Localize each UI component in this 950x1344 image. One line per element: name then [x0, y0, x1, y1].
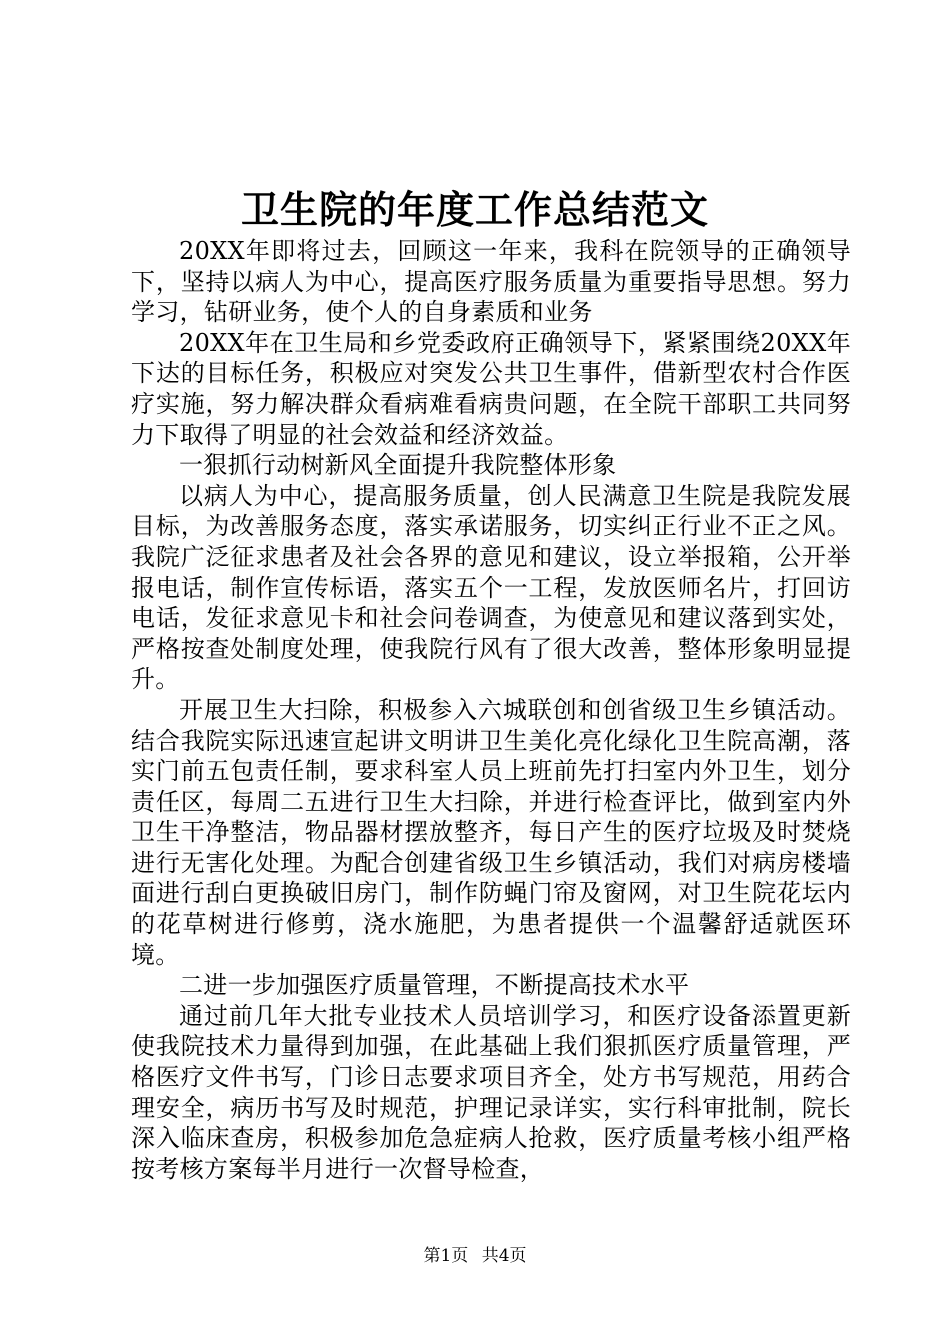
section-heading-two: 二进一步加强医疗质量管理，不断提高技术水平	[179, 971, 690, 1000]
paragraph-sanitation: 开展卫生大扫除，积极参入六城联创和创省级卫生乡镇活动。结合我院实际迅速宣起讲文明讲卫生美化亮化绿化卫生院高潮，落实门前五包责任制，要求科室人员上班前先打扫室内外卫生，划分责任区，每周二五进行卫生大扫除，并进行检查评比，做到室内外卫生干净整洁，物品器材摆放整齐，每日产生的医疗垃圾及时焚烧进行无害化处理。为配合创建省级卫生乡镇活动，我们对病房楼墙面进行刮白更换破旧房门，制作防蝇门帘及窗网，对卫生院花坛内的花草树进行修剪，浇水施肥，为患者提供一个温馨舒适就医环境。	[131, 695, 851, 969]
page-total: 共4页	[481, 1246, 527, 1266]
paragraph-quality: 通过前几年大批专业技术人员培训学习，和医疗设备添置更新使我院技术力量得到加强，在此基础上我们狠抓医疗质量管理，严格医疗文件书写，门诊日志要求项目齐全，处方书写规范，用药合理安全，病历书写及时规范，护理记录详实，实行科审批制，院长深入临床查房，积极参加危急症病人抢救，医疗质量考核小组严格按考核方案每半月进行一次督导检查，	[131, 1001, 851, 1183]
paragraph-overview: 20XX年在卫生局和乡党委政府正确领导下，紧紧围绕20XX年下达的目标任务，积极应对突发公共卫生事件，借新型农村合作医疗实施，努力解决群众看病难看病贵问题，在全院干部职工共同努力下取得了明显的社会效益和经济效益。	[131, 328, 851, 449]
page-number: 第1页	[423, 1246, 469, 1266]
paragraph-service: 以病人为中心，提高服务质量，创人民满意卫生院是我院发展目标，为改善服务态度，落实承诺服务，切实纠正行业不正之风。我院广泛征求患者及社会各界的意见和建议，设立举报箱，公开举报电话，制作宣传标语，落实五个一工程，发放医师名片，打回访电话，发征求意见卡和社会问卷调查，为使意见和建议落到实处，严格按查处制度处理，使我院行风有了很大改善，整体形象明显提升。	[131, 481, 851, 694]
section-heading-one: 一狠抓行动树新风全面提升我院整体形象	[179, 451, 617, 480]
paragraph-intro: 20XX年即将过去，回顾这一年来，我科在院领导的正确领导下，坚持以病人为中心，提高医疗服务质量为重要指导思想。努力学习，钻研业务，使个人的自身素质和业务	[131, 237, 851, 327]
page-footer	[0, 1244, 950, 1268]
document-body	[131, 236, 851, 1184]
document-title: 卫生院的年度工作总结范文	[240, 187, 709, 232]
